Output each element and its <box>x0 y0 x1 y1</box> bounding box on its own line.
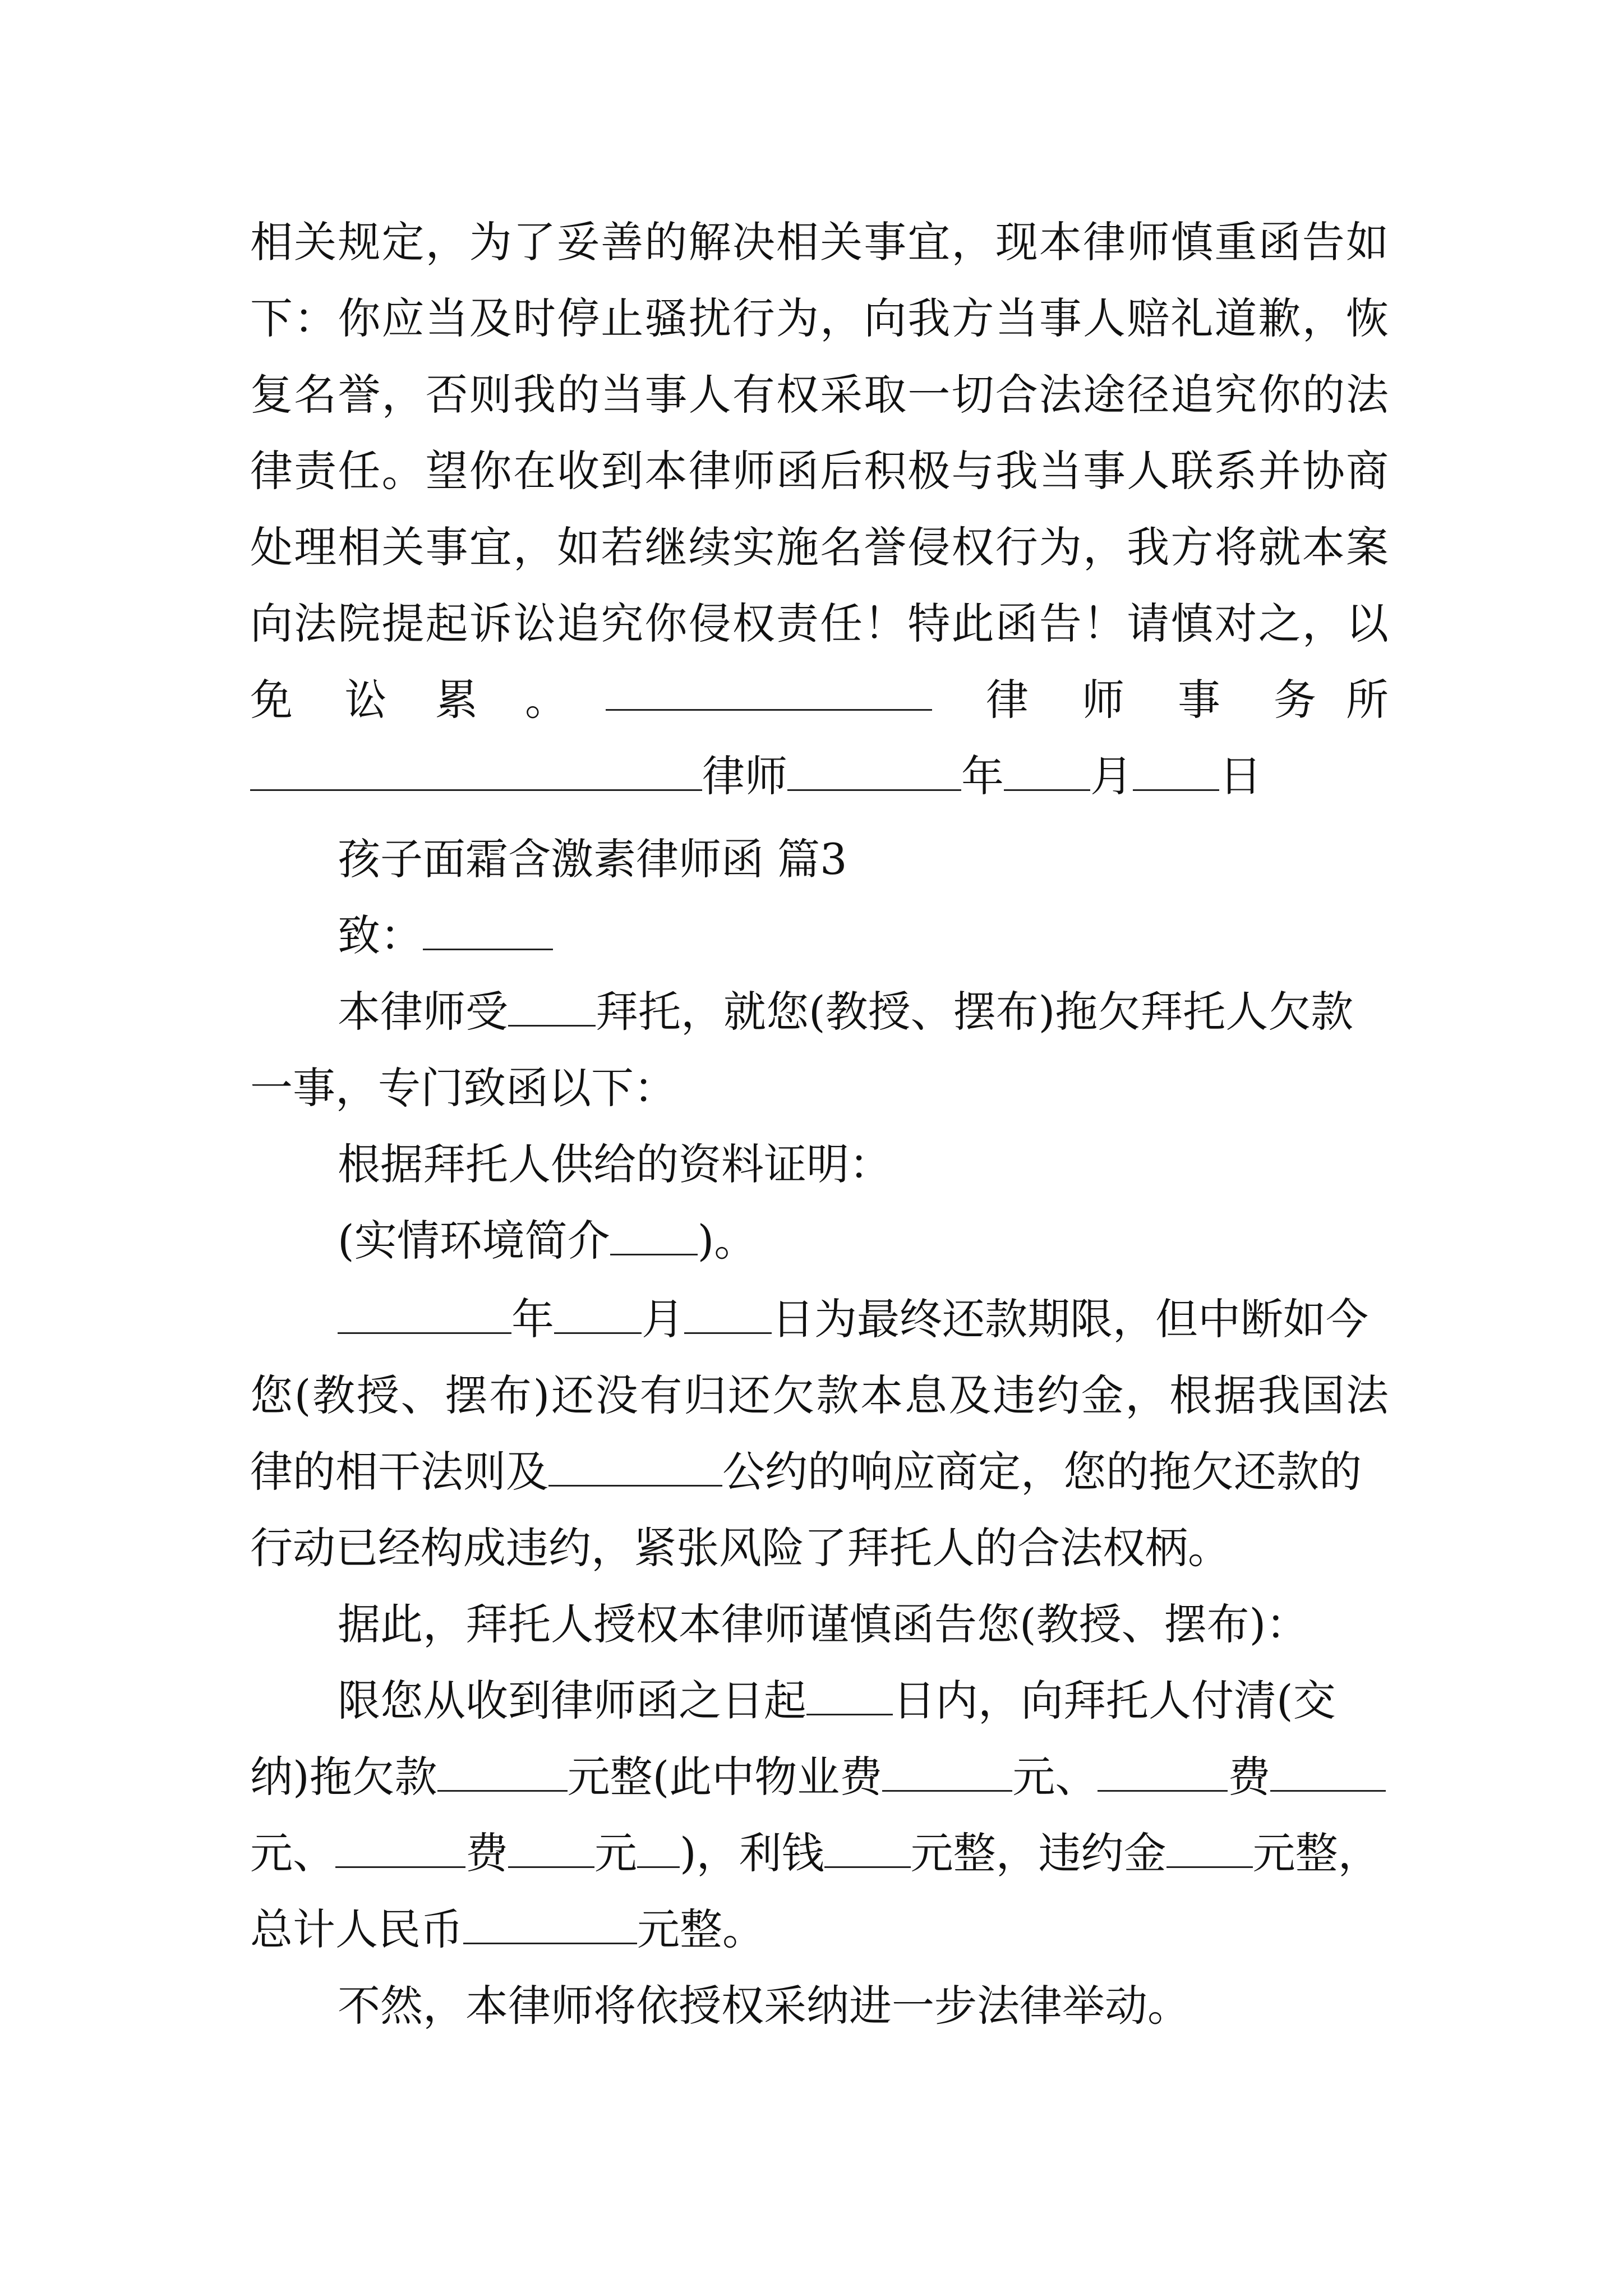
closing-char: 累 <box>435 675 478 725</box>
firm-name-blank <box>606 675 932 711</box>
closing-char: 讼 <box>344 675 387 725</box>
penalty-blank <box>1166 1833 1253 1868</box>
lawyer-name-blank <box>250 756 702 791</box>
closing-char: 免 <box>250 675 293 725</box>
body-line: 律责任。望你在收到本律师函后积极与我当事人联系并协商 <box>250 446 1389 496</box>
text-run: )。 <box>697 1216 757 1266</box>
fee-amount-blank <box>508 1833 594 1868</box>
body-line: 据此，拜托人授权本律师谨慎函告您(教授、摆布)： <box>338 1599 1309 1649</box>
text-run: 日为最终还款期限，但中断如今 <box>772 1294 1368 1344</box>
contract-blank <box>548 1451 722 1487</box>
total-blank <box>463 1909 637 1944</box>
firm-char: 师 <box>1082 675 1124 725</box>
text-run: 律的相干法则及 <box>250 1447 548 1497</box>
fee-type-blank <box>335 1833 465 1868</box>
client-blank <box>508 991 596 1027</box>
text-run: 拜托，就您(教授、摆布)拖欠拜托人欠款 <box>596 987 1354 1037</box>
fee-blank <box>637 1833 680 1868</box>
text-run: 纳)拖欠款 <box>250 1752 437 1802</box>
firm-char: 务 <box>1274 675 1316 725</box>
text-run: )，利钱 <box>680 1828 824 1878</box>
day-blank <box>1133 756 1219 791</box>
body-line: 不然，本律师将依授权采纳进一步法律举动。 <box>338 1981 1190 2031</box>
firm-char: 事 <box>1178 675 1220 725</box>
body-line <box>338 1196 1389 1286</box>
body-line: 您(教授、摆布)还没有归还欠款本息及违约金，根据我国法 <box>250 1370 1389 1420</box>
section-title: 孩子面霜含激素律师函 篇3 <box>338 834 847 884</box>
amount-blank <box>437 1756 568 1792</box>
text-run: 公约的响应商定，您的拖欠还款的 <box>722 1447 1362 1497</box>
text-run: 日内，向拜托人付清(交 <box>893 1676 1336 1726</box>
month-label: 月 <box>1090 751 1133 801</box>
body-line: 向法院提起诉讼追究你侵权责任！特此函告！请慎对之，以 <box>250 599 1389 648</box>
fee-type-blank <box>1098 1756 1228 1792</box>
text-run: 元整(此中物业费 <box>567 1752 883 1802</box>
text-run: 元整，违约金 <box>910 1828 1166 1878</box>
text-run: 元整， <box>1252 1828 1381 1878</box>
text-run: 限您从收到律师函之日起 <box>338 1676 806 1726</box>
text-run: 费 <box>1228 1752 1271 1802</box>
text-run: 元 <box>594 1828 637 1878</box>
day-label: 日 <box>1219 751 1262 801</box>
body-line: 一事，专门致函以下： <box>250 1063 676 1113</box>
facts-blank <box>610 1220 698 1255</box>
body-line: 相关规定，为了妥善的解决相关事宜，现本律师慎重函告如 <box>250 217 1389 267</box>
month-blank <box>1004 756 1090 791</box>
text-run: 年 <box>511 1294 554 1344</box>
text-run: (实情环境简介 <box>338 1216 610 1266</box>
year-label: 年 <box>961 751 1004 801</box>
body-line: 复名誉，否则我的当事人有权采取一切合法途径追究你的法 <box>250 370 1389 420</box>
interest-blank <box>824 1833 911 1868</box>
to-label: 致： <box>338 910 423 960</box>
text-run: 本律师受 <box>338 987 508 1037</box>
text-run: 元、 <box>250 1828 335 1878</box>
recipient-blank <box>423 915 553 950</box>
days-blank <box>806 1680 893 1715</box>
text-run: 元整。 <box>637 1904 765 1954</box>
text-run: 月 <box>642 1294 684 1344</box>
firm-char: 律 <box>986 675 1029 725</box>
property-fee-blank <box>882 1756 1012 1792</box>
closing-char: 。 <box>525 675 568 725</box>
text-run: 元、 <box>1012 1752 1098 1802</box>
text-run: 总计人民币 <box>250 1904 463 1954</box>
year-blank <box>338 1299 511 1334</box>
body-line: 处理相关事宜，如若继续实施名誉侵权行为，我方将就本案 <box>250 522 1389 572</box>
firm-char: 所 <box>1346 675 1389 725</box>
year-blank <box>787 756 961 791</box>
text-run: 费 <box>465 1828 508 1878</box>
body-line: 下：你应当及时停止骚扰行为，向我方当事人赔礼道歉，恢 <box>250 293 1389 343</box>
fee-amount-blank <box>1270 1756 1386 1792</box>
day-blank <box>684 1299 772 1334</box>
month-blank <box>554 1299 642 1334</box>
signature-line <box>250 731 1389 821</box>
body-line: 根据拜托人供给的资料证明： <box>338 1139 892 1189</box>
lawyer-label: 律师 <box>702 751 787 801</box>
body-line: 行动已经构成违约，紧张风险了拜托人的合法权柄。 <box>250 1523 1230 1573</box>
